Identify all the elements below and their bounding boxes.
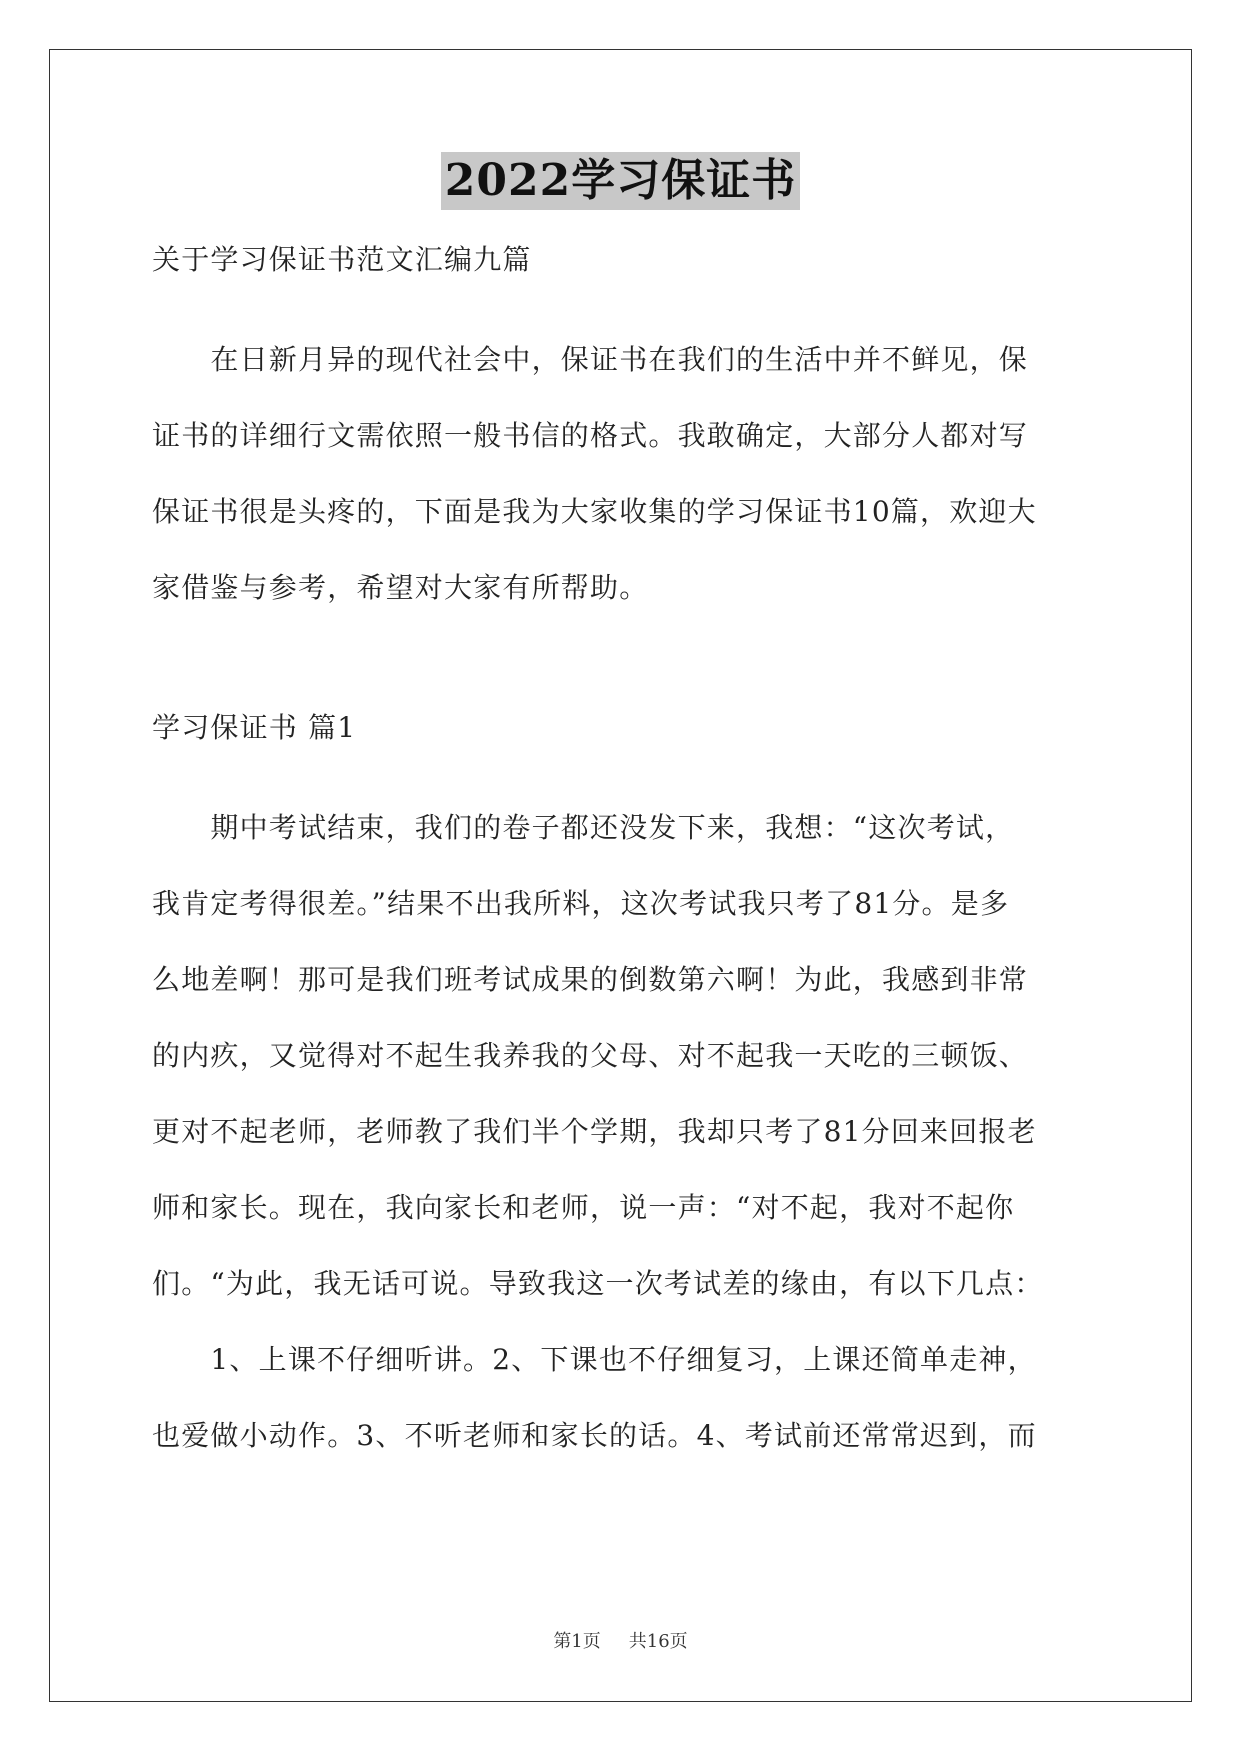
paragraph-line: 我肯定考得很差。”结果不出我所料，这次考试我只考了81分。是多 — [152, 887, 1010, 920]
paragraph-line: 1、上课不仔细听讲。2、下课也不仔细复习，上课还简单走神， — [152, 1343, 1037, 1376]
page-total: 共16页 — [628, 1631, 688, 1652]
paragraph-line: 证书的详细行文需依照一般书信的格式。我敢确定，大部分人都对写 — [152, 419, 1029, 452]
document-title: 2022学习保证书 — [441, 152, 800, 210]
paragraph-line: 的内疚，又觉得对不起生我养我的父母、对不起我一天吃的三顿饭、 — [152, 1039, 1029, 1072]
paragraph-line: 更对不起老师，老师教了我们半个学期，我却只考了81分回来回报老 — [152, 1115, 1037, 1148]
paragraph-line: 师和家长。现在，我向家长和老师，说一声：“对不起，我对不起你 — [152, 1191, 1015, 1224]
paragraph-line: 在日新月异的现代社会中，保证书在我们的生活中并不鲜见，保 — [152, 343, 1029, 376]
paragraph-line: 期中考试结束，我们的卷子都还没发下来，我想：“这次考试， — [152, 811, 1015, 844]
paragraph-line: 们。“为此，我无话可说。导致我这一次考试差的缘由，有以下几点： — [152, 1267, 1044, 1300]
section-heading: 学习保证书 篇1 — [152, 711, 357, 744]
paragraph-line: 保证书很是头疼的，下面是我为大家收集的学习保证书10篇，欢迎大 — [152, 495, 1037, 528]
paragraph-line: 家借鉴与参考，希望对大家有所帮助。 — [152, 571, 649, 604]
title-container — [0, 152, 1241, 210]
paragraph-line: 也爱做小动作。3、不听老师和家长的话。4、考试前还常常迟到，而 — [152, 1419, 1037, 1452]
page-number: 第1页 — [553, 1631, 601, 1652]
subtitle-line: 关于学习保证书范文汇编九篇 — [152, 243, 532, 276]
page-footer — [0, 1630, 1241, 1654]
paragraph-line: 么地差啊！那可是我们班考试成果的倒数第六啊！为此，我感到非常 — [152, 963, 1029, 996]
